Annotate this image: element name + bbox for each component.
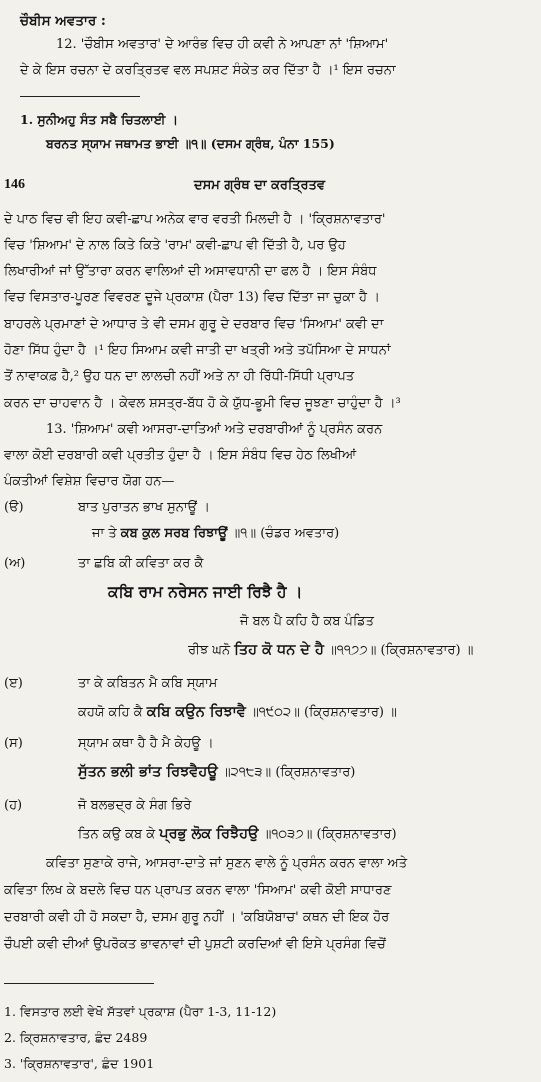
footnote-divider [4, 983, 154, 984]
body-line: ਦਰਬਾਰੀ ਕਵੀ ਹੀ ਹੋ ਸਕਦਾ ਹੈ, ਦਸਮ ਗੁਰੂ ਨਹੀਂ । 'ਕਬਿਯੋਬਾਚ' ਕਥਨ ਦੀ ਇਕ ਹੋਰ [4, 910, 390, 925]
body-line: ਦੇ ਪਾਠ ਵਿਚ ਵੀ ਇਹ ਕਵੀ-ਛਾਪ ਅਨੇਕ ਵਾਰ ਵਰਤੀ ਮਿਲਦੀ ਹੈ । 'ਕ੍ਰਿਸ਼ਨਾਵਤਾਰ' [4, 212, 386, 227]
quote-line: ਰੀਝ ਘਨੋ ਤਿਹ ਕੋ ਧਨ ਦੇ ਹੈ ॥੧੧੭੭॥ (ਕ੍ਰਿਸ਼ਨਾਵਤਾਰ) ॥ [188, 641, 474, 658]
section-heading: ਚੌਬੀਸ ਅਵਤਾਰ : [20, 13, 106, 29]
body-line: ਲਿਖਾਰੀਆਂ ਜਾਂ ਉੱਤਾਰਾ ਕਰਨ ਵਾਲਿਆਂ ਦੀ ਅਸਾਵਧਾਨੀ ਦਾ ਫਲ ਹੈ । ਇਸ ਸੰਬੰਧ [4, 264, 377, 279]
running-title: ਦਸਮ ਗ੍ਰੰਥ ਦਾ ਕਰਤ੍ਰਿਤਵ [194, 178, 326, 193]
body-line: ਵਾਲਾ ਕੋਈ ਦਰਬਾਰੀ ਕਵੀ ਪ੍ਰਤੀਤ ਹੁੰਦਾ ਹੈ । ਇਸ ਸੰਬੰਧ ਵਿਚ ਹੇਠ ਲਿਖੀਆਂ [4, 448, 357, 463]
quote-line: ਤਾ ਛਬਿ ਕੀ ਕਵਿਤਾ ਕਰ ਕੈ [78, 556, 204, 571]
quote-label: (ਸ) [4, 736, 23, 751]
page-number: 146 [4, 177, 25, 192]
quote-line: ਕਹਯੋ ਕਹਿ ਕੈ ਕਬਿ ਕਉਨ ਰਿਝਾਵੈ ॥੧੯੦੨॥ (ਕ੍ਰਿਸ਼ਨਾਵਤਾਰ) ॥ [78, 703, 397, 720]
body-line: ਤੋਂ ਨਾਵਾਕਫ਼ ਹੈ,² ਉਹ ਧਨ ਦਾ ਲਾਲਚੀ ਨਹੀਂ ਅਤੇ ਨਾ ਹੀ ਰਿੱਧੀ-ਸਿੱਧੀ ਪ੍ਰਾਪਤ [4, 369, 355, 384]
body-line: ਹੋਣਾ ਸਿੱਧ ਹੁੰਦਾ ਹੈ ।¹ ਇਹ ਸਿਆਮ ਕਵੀ ਜਾਤੀ ਦਾ ਖਤ੍ਰੀ ਅਤੇ ਤਪੱਸਿਆ ਦੇ ਸਾਧਨਾਂ [4, 343, 391, 358]
body-line: ਵਿਚ 'ਸ਼ਿਆਮ' ਦੇ ਨਾਲ ਕਿਤੇ ਕਿਤੇ 'ਰਾਮ' ਕਵੀ-ਛਾਪ ਵੀ ਦਿੱਤੀ ਹੈ, ਪਰ ਉਹ [4, 238, 346, 253]
closing-paragraph-first-line: ਕਵਿਤਾ ਸੁਣਾਕੇ ਰਾਜੇ, ਆਸਰਾ-ਦਾਤੇ ਜਾਂ ਸੁਣਨ ਵਾਲੇ ਨੂੰ ਪ੍ਰਸੰਨ ਕਰਨ ਵਾਲਾ ਅਤੇ [46, 856, 408, 871]
body-line: ਕਰਨ ਦਾ ਚਾਹਵਾਨ ਹੈ । ਕੇਵਲ ਸ਼ਸਤ੍ਰ-ਬੱਧ ਹੋ ਕੇ ਯੁੱਧ-ਭੂਮੀ ਵਿਚ ਜੂਝਣਾ ਚਾਹੁੰਦਾ ਹੈ ।³ [4, 396, 401, 411]
quote-label: (ੲ) [4, 676, 23, 691]
body-line: ਵਿਚ ਵਿਸਤਾਰ-ਪੂਰਣ ਵਿਵਰਣ ਦੂਜੇ ਪ੍ਰਕਾਸ਼ (ਪੈਰਾ 13) ਵਿਚ ਦਿੱਤਾ ਜਾ ਚੁਕਾ ਹੈ । [4, 290, 380, 305]
quote-line-emphasis: ਕਬਿ ਰਾਮ ਨਰੇਸਨ ਜਾਈ ਰਿਝੈ ਹੈ । [108, 582, 303, 601]
quote-line: ਤਾ ਕੇ ਕਬਿਤਨ ਮੈ ਕਬਿ ਸ੍ਯਾਮ [78, 676, 218, 691]
footnote-1-verse-line-1: 1. ਸੁਨੀਅਹੁ ਸੰਤ ਸਬੈ ਚਿਤਲਾਈ । [20, 112, 179, 127]
quote-line: ਤਿਨ ਕਉ ਕਬ ਕੇ ਪ੍ਰਭੁ ਲੋਕ ਰਿਝੈਹਉ ॥੧੦੩੭॥ (ਕ੍ਰਿਸ਼ਨਾਵਤਾਰ) [78, 825, 397, 842]
quote-line: ਜੋ ਬਲਭਦ੍ਰ ਕੇ ਸੰਗ ਭਿਰੇ [78, 798, 192, 813]
quote-label: (ਅ) [4, 556, 26, 571]
body-line: ਕਵਿਤਾ ਲਿਖ ਕੇ ਬਦਲੇ ਵਿਚ ਧਨ ਪ੍ਰਾਪਤ ਕਰਨ ਵਾਲਾ 'ਸਿਆਮ' ਕਵੀ ਕੋਈ ਸਾਧਾਰਣ [4, 883, 392, 898]
footnote: 3. 'ਕ੍ਰਿਸ਼ਨਾਵਤਾਰ', ਛੰਦ 1901 [4, 1056, 155, 1071]
quote-line: ਸ੍ਯਾਮ ਕਥਾ ਹੈ ਹੈ ਮੈ ਕੇਹਊ । [78, 736, 214, 751]
paragraph-13-first-line: 13. 'ਸ਼ਿਆਮ' ਕਵੀ ਆਸਰਾ-ਦਾਤਿਆਂ ਅਤੇ ਦਰਬਾਰੀਆਂ ਨੂੰ ਪ੍ਰਸੰਨ ਕਰਨ [46, 422, 383, 437]
quote-line: ਜੋ ਬਲ ਪੈ ਕਹਿ ਹੈ ਕਬ ਪੰਡਿਤ [240, 614, 374, 629]
footnote: 2. ਕ੍ਰਿਸ਼ਨਾਵਤਾਰ, ਛੰਦ 2489 [4, 1030, 148, 1045]
quote-line: ਬਾਤ ਪੁਰਾਤਨ ਭਾਖ ਸੁਨਾਊਂ । [78, 500, 210, 515]
quote-label: (ਹ) [4, 798, 23, 813]
footnote: 1. ਵਿਸਤਾਰ ਲਈ ਵੇਖੋ ਸੱਤਵਾਂ ਪ੍ਰਕਾਸ਼ (ਪੈਰਾ 1-3, 11-12) [4, 1004, 277, 1019]
quote-line: ਜਾ ਤੇ ਕਬ ਕੁਲ ਸਰਬ ਰਿਝਾਊਂ ॥੧॥ (ਚੰਡਰ ਅਵਤਾਰ) [92, 526, 340, 541]
footnote-1-verse-line-2: ਬਰਨਤ ਸ੍ਯਾਮ ਜਥਾਮਤ ਭਾਈ ॥੧॥ (ਦਸਮ ਗ੍ਰੰਥ, ਪੰਨਾ 155) [46, 136, 335, 151]
body-line: ਚੌਪਈ ਕਵੀ ਦੀਆਂ ਉਪਰੋਕਤ ਭਾਵਨਾਵਾਂ ਦੀ ਪੁਸ਼ਟੀ ਕਰਦਿਆਂ ਵੀ ਇਸੇ ਪ੍ਰਸੰਗ ਵਿਚੋਂ [4, 937, 386, 952]
body-line: ਪੰਕਤੀਆਂ ਵਿਸ਼ੇਸ਼ ਵਿਚਾਰ ਯੋਗ ਹਨ— [4, 474, 175, 489]
paragraph-12-line-2: ਦੇ ਕੇ ਇਸ ਰਚਨਾ ਦੇ ਕਰਤ੍ਰਿਤਵ ਵਲ ਸਪਸ਼ਟ ਸੰਕੇਤ ਕਰ ਦਿੱਤਾ ਹੈ ।¹ ਇਸ ਰਚਨਾ [20, 63, 396, 78]
footnote-divider [20, 96, 140, 97]
quote-label: (ੳ) [4, 500, 24, 515]
paragraph-12-line-1: 12. 'ਚੌਬੀਸ ਅਵਤਾਰ' ਦੇ ਆਰੰਭ ਵਿਚ ਹੀ ਕਵੀ ਨੇ ਆਪਣਾ ਨਾਂ 'ਸ਼ਿਆਮ' [56, 37, 389, 52]
body-line: ਬਾਹਰਲੇ ਪ੍ਰਮਾਣਾਂ ਦੇ ਆਧਾਰ ਤੇ ਵੀ ਦਸਮ ਗੁਰੂ ਦੇ ਦਰਬਾਰ ਵਿਚ 'ਸਿਆਮ' ਕਵੀ ਦਾ [4, 317, 384, 332]
quote-line: ਸੁੱਤਨ ਭਲੀ ਭਾਂਤ ਰਿਝਵੈਹਊ ॥੨੧੮੩॥ (ਕ੍ਰਿਸ਼ਨਾਵਤਾਰ) [78, 763, 356, 780]
